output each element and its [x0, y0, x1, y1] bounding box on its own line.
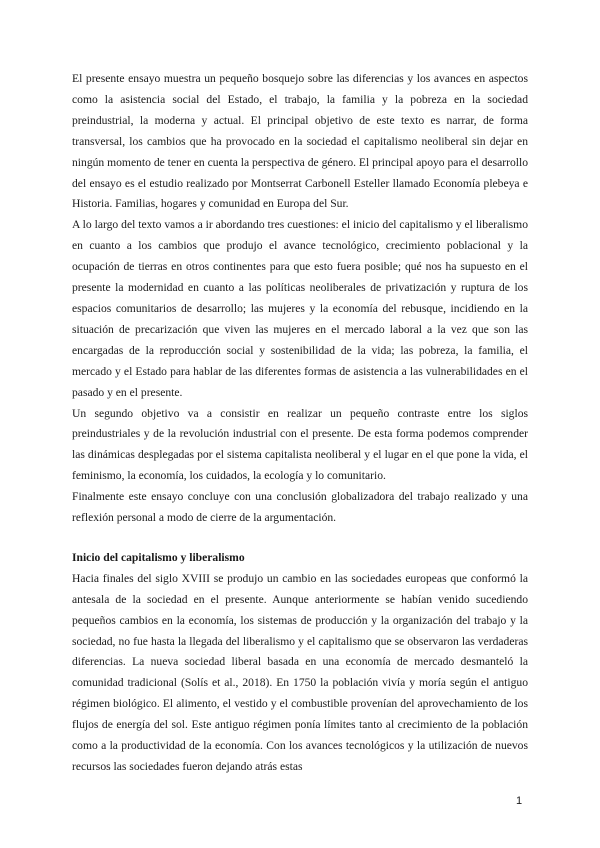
page-number: 1	[516, 795, 523, 807]
intro-paragraph-1: El presente ensayo muestra un pequeño bosquejo sobre las diferencias y los avances en aspectos como la asistencia social del Estado, el trabajo, la familia y la pobreza en la sociedad preindustrial, la moderna y actual. El principal objetivo de este texto es narrar, de forma transversal, los cambios que ha provocado en la sociedad el capitalismo neoliberal sin dejar en ningún momento de tener en cuenta la perspectiva de género. El principal apoyo para el desarrollo del ensayo es el estudio realizado por Montserrat Carbonell Esteller llamado Economía plebeya e Historia. Familias, hogares y comunidad en Europa del Sur.	[72, 72, 528, 211]
section-paragraph: Hacia finales del siglo XVIII se produjo un cambio en las sociedades europeas que conformó la antesala de la sociedad en el presente. Aunque anteriormente se habían venido sucediendo pequeños cambios en la economía, los sistemas de producción y la organización del trabajo y la sociedad, no fue hasta la llegada del liberalismo y el capitalismo que se observaron las verdaderas diferencias. La nueva sociedad liberal basada en una economía de mercado desmanteló la comunidad tradicional (Solís et al., 2018). En 1750 la población vivía y moría según el antiguo régimen biológico. El alimento, el vestido y el combustible provenían del aprovechamiento de los flujos de energía del sol. Este antiguo régimen ponía límites tanto al crecimiento de la población como a la productividad de la economía. Con los avances tecnológicos y la utilización de nuevos recursos las sociedades fueron dejando atrás estas	[72, 571, 528, 773]
section-spacer	[72, 529, 528, 548]
intro-paragraph-4: Finalmente este ensayo concluye con una conclusión globalizadora del trabajo realizado y una reflexión personal a modo de cierre de la argumentación.	[72, 490, 528, 525]
document-body	[72, 69, 528, 778]
intro-paragraph-3: Un segundo objetivo va a consistir en realizar un pequeño contraste entre los siglos preindustriales y de la revolución industrial con el presente. De esta forma podemos comprender las dinámicas desplegadas por el sistema capitalista neoliberal y el lugar en el que pone la vida, el feminismo, la economía, los cuidados, la ecología y lo comunitario.	[72, 406, 528, 483]
intro-paragraph-2: A lo largo del texto vamos a ir abordando tres cuestiones: el inicio del capitalismo y el liberalismo en cuanto a los cambios que produjo el avance tecnológico, crecimiento poblacional y la ocupación de tierras en otros continentes para que esto fuera posible; qué nos ha supuesto en el presente la modernidad en cuanto a las políticas neoliberales de privatización y ruptura de los espacios comunitarios de desarrollo; las mujeres y la economía del rebusque, incidiendo en la situación de precarización que viven las mujeres en el mercado laboral a la vez que son las encargadas de la reproducción social y sostenibilidad de la vida; las pobreza, la familia, el mercado y el Estado para hablar de las diferentes formas de asistencia a las vulnerabilidades en el pasado y en el presente.	[72, 218, 528, 399]
section-heading: Inicio del capitalismo y liberalismo	[72, 550, 245, 564]
